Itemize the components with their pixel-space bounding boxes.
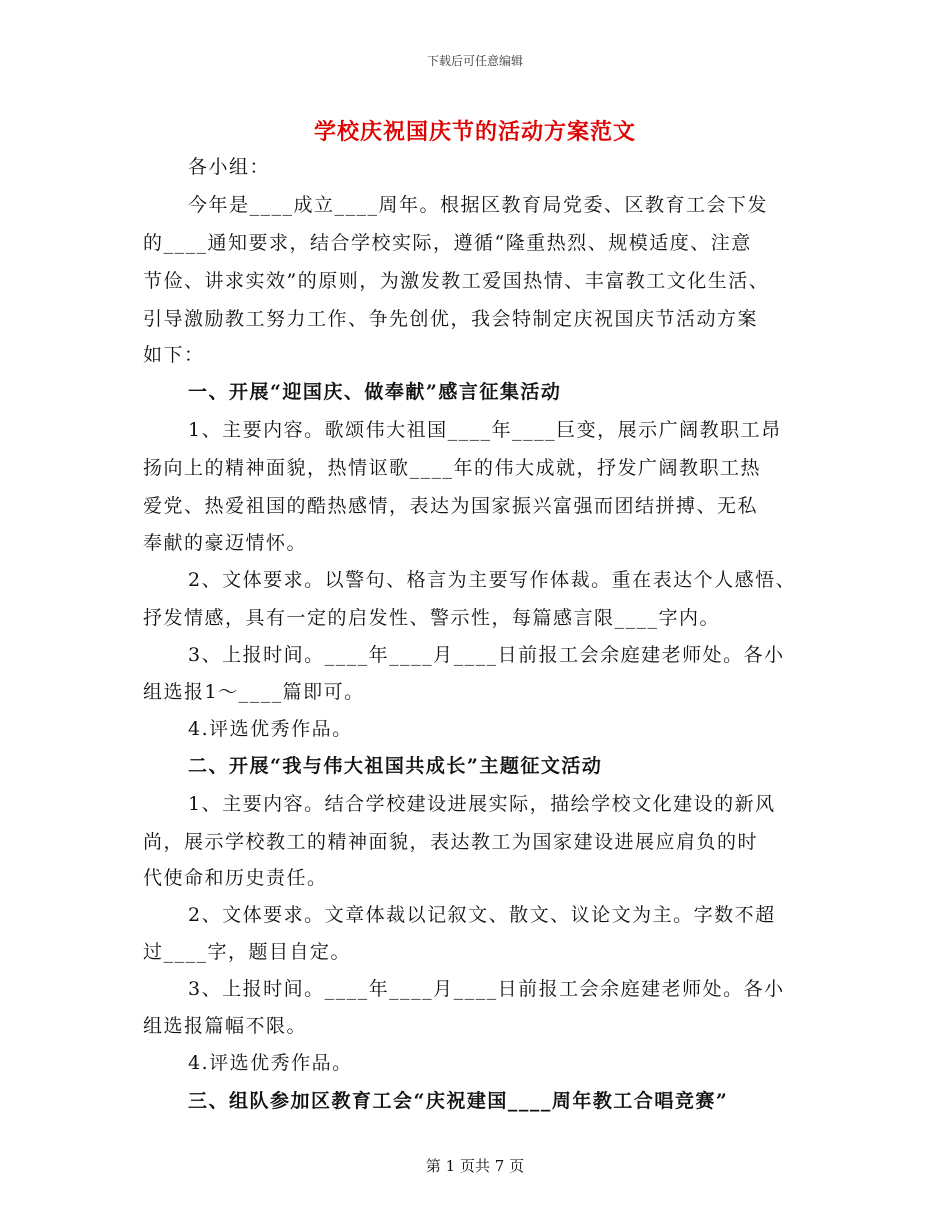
paragraph-line: 扬向上的精神面貌，热情讴歌____年的伟大成就，抒发广阔教职工热 [143,457,762,479]
paragraph-line: 的____通知要求，结合学校实际，遵循“隆重热烈、规模适度、注意 [143,232,752,254]
paragraph-line: 引导激励教工努力工作、争先创优，我会特制定庆祝国庆节活动方案 [143,308,759,330]
paragraph-line: 代使命和历史责任。 [143,867,328,889]
section-heading-3: 三、组队参加区教育工会“庆祝建国____周年教工合唱竞赛” [188,1090,729,1112]
page-number-footer: 第 1 页共 7 页 [425,1157,525,1175]
paragraph-line: 4.评选优秀作品。 [188,1052,353,1074]
paragraph-line: 2、文体要求。以警句、格言为主要写作体裁。重在表达个人感悟、 [188,569,797,591]
paragraph-line: 今年是____成立____周年。根据区教育局党委、区教育工会下发 [188,194,769,216]
paragraph-line: 3、上报时间。____年____月____日前报工会余庭建老师处。各小 [188,644,785,666]
paragraph-line: 4.评选优秀作品。 [188,718,353,740]
paragraph-line: 组选报篇幅不限。 [143,1015,308,1037]
section-heading-1: 一、开展“迎国庆、做奉献”感言征集活动 [188,381,562,403]
paragraph-line: 组选报1～____篇即可。 [143,681,365,703]
paragraph-line: 2、文体要求。文章体裁以记叙文、散文、议论文为主。字数不超 [188,904,776,926]
paragraph-line: 1、主要内容。结合学校建设进展实际，描绘学校文化建设的新风 [188,793,776,815]
paragraph-line: 抒发情感，具有一定的启发性、警示性，每篇感言限____字内。 [143,607,721,629]
document-title: 学校庆祝国庆节的活动方案范文 [313,119,636,145]
salutation-line: 各小组： [188,156,271,178]
paragraph-line: 过____字，题目自定。 [143,941,352,963]
paragraph-line: 3、上报时间。____年____月____日前报工会余庭建老师处。各小 [188,978,785,1000]
paragraph-line: 如下： [143,344,205,366]
paragraph-line: 节俭、讲求实效”的原则，为激发教工爱国热情、丰富教工文化生活、 [143,270,770,292]
paragraph-line: 奉献的豪迈情怀。 [143,532,308,554]
paragraph-line: 尚，展示学校教工的精神面貌，表达教工为国家建设进展应肩负的时 [143,831,759,853]
paragraph-line: 爱党、热爱祖国的酷热感情，表达为国家振兴富强而团结拼搏、无私 [143,495,759,517]
paragraph-line: 1、主要内容。歌颂伟大祖国____年____巨变，展示广阔教职工昂 [188,419,782,441]
section-heading-2: 二、开展“我与伟大祖国共成长”主题征文活动 [188,755,603,777]
page-header-note: 下载后可任意编辑 [426,54,523,68]
